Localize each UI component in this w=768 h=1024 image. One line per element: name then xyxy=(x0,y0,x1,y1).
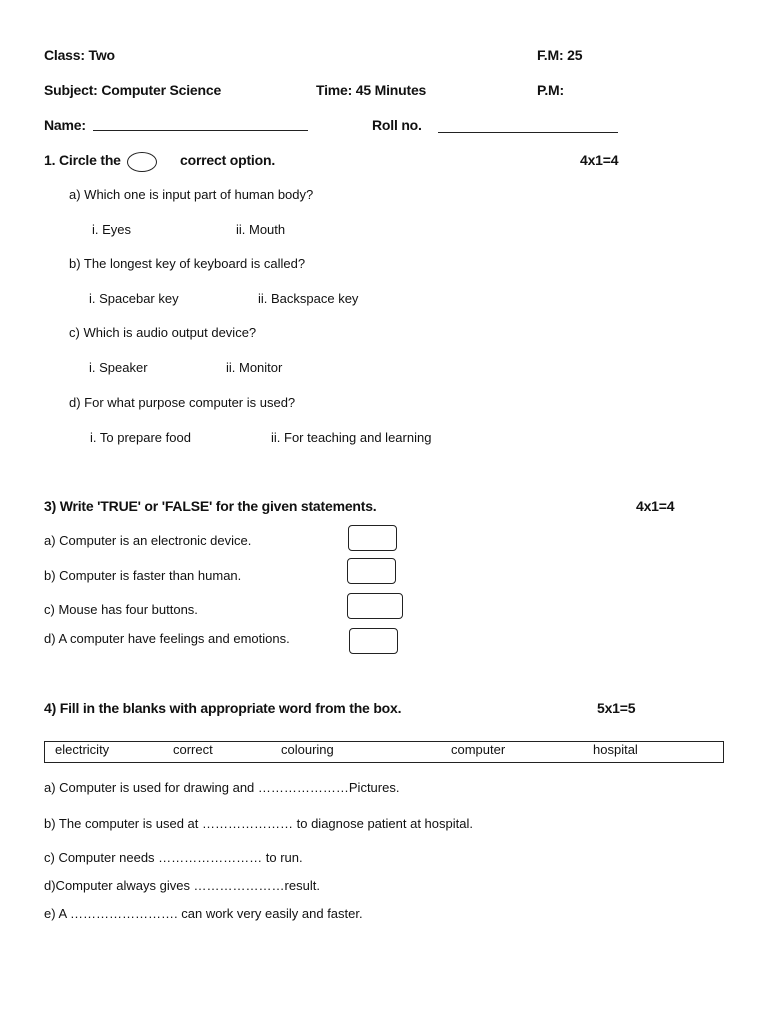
q1c-question: c) Which is audio output device? xyxy=(69,325,257,340)
q1b-question: b) The longest key of keyboard is called? xyxy=(69,256,306,271)
q3b-answer-box[interactable] xyxy=(347,558,396,584)
q3a-statement: a) Computer is an electronic device. xyxy=(44,533,252,548)
q4-title: 4) Fill in the blanks with appropriate word from the box. xyxy=(44,700,402,716)
word-bank-item: colouring xyxy=(281,742,334,757)
subject-label: Subject: Computer Science xyxy=(44,82,222,98)
q1a-option-2[interactable]: ii. Mouth xyxy=(236,222,286,237)
q1b-option-1[interactable]: i. Spacebar key xyxy=(89,291,179,306)
q3c-statement: c) Mouse has four buttons. xyxy=(44,602,198,617)
q3b-statement: b) Computer is faster than human. xyxy=(44,568,242,583)
q4b-sentence: b) The computer is used at ………………… to diagnose patient at hospital. xyxy=(44,816,473,831)
q3-marks: 4x1=4 xyxy=(636,498,675,514)
q1a-question: a) Which one is input part of human body? xyxy=(69,187,314,202)
q1d-option-1[interactable]: i. To prepare food xyxy=(90,430,191,445)
q1d-option-2[interactable]: ii. For teaching and learning xyxy=(271,430,432,445)
q1a-option-1[interactable]: i. Eyes xyxy=(92,222,132,237)
q1d-question: d) For what purpose computer is used? xyxy=(69,395,296,410)
full-marks-label: F.M: 25 xyxy=(537,47,583,63)
q3-title: 3) Write 'TRUE' or 'FALSE' for the given statements. xyxy=(44,498,377,514)
roll-label: Roll no. xyxy=(372,117,422,133)
word-bank-item: hospital xyxy=(593,742,638,757)
circle-oval-icon xyxy=(127,152,157,172)
name-blank-line xyxy=(93,130,308,131)
pass-marks-label: P.M: xyxy=(537,82,564,98)
q3d-statement: d) A computer have feelings and emotions. xyxy=(44,631,290,646)
time-label: Time: 45 Minutes xyxy=(316,82,427,98)
name-label: Name: xyxy=(44,117,86,133)
q4-marks: 5x1=5 xyxy=(597,700,636,716)
q1c-option-1[interactable]: i. Speaker xyxy=(89,360,148,375)
q4c-sentence: c) Computer needs …………………… to run. xyxy=(44,850,303,865)
q1-title-end: correct option. xyxy=(180,152,276,168)
q4e-sentence: e) A ……………………. can work very easily and faster. xyxy=(44,906,363,921)
class-label: Class: Two xyxy=(44,47,115,63)
q1-title-start: 1. Circle the xyxy=(44,152,121,168)
word-bank-item: correct xyxy=(173,742,213,757)
q4a-sentence: a) Computer is used for drawing and …………………Pictures. xyxy=(44,780,400,795)
q4d-sentence: d)Computer always gives …………………result. xyxy=(44,878,320,893)
q1-marks: 4x1=4 xyxy=(580,152,619,168)
q3c-answer-box[interactable] xyxy=(347,593,403,619)
roll-blank-line xyxy=(438,132,618,133)
word-bank-item: electricity xyxy=(55,742,110,757)
word-bank-item: computer xyxy=(451,742,506,757)
q1c-option-2[interactable]: ii. Monitor xyxy=(226,360,283,375)
q3d-answer-box[interactable] xyxy=(349,628,398,654)
q3a-answer-box[interactable] xyxy=(348,525,397,551)
q1b-option-2[interactable]: ii. Backspace key xyxy=(258,291,359,306)
